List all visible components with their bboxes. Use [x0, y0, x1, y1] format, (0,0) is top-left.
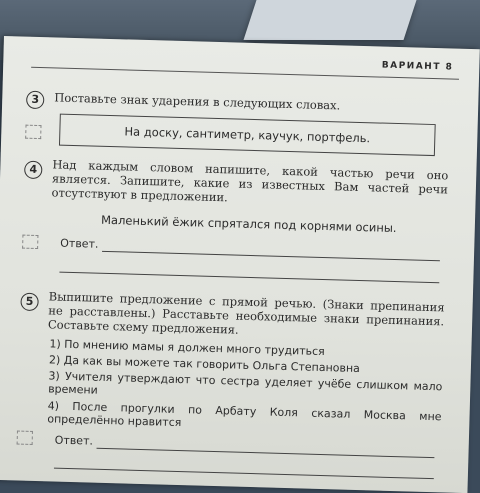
task-5-option-2: 2) Да как вы можете так говорить Ольга Степановна [48, 353, 361, 376]
task-3-word-box: На доску, сантиметр, каучук, портфель. [59, 114, 436, 156]
task-3-number: 3 [26, 91, 44, 109]
task-4-answer-label: Ответ. [60, 236, 99, 251]
task-5-answer-label: Ответ. [54, 433, 94, 448]
variant-header: ВАРИАНТ 8 [381, 60, 454, 73]
task-4-score-box [22, 235, 38, 249]
task-5-score-box [17, 431, 33, 445]
task-5-instruction: Выпишите предложение с прямой речью. (Знаки препинания не расставлены.) Расставьте необходимые знаки препинания. Составьте схему предложения. [47, 289, 445, 337]
underlying-page [244, 0, 417, 40]
task-4-sentence: Маленький ёжик спрятался под корнями осины. [100, 212, 397, 236]
task-5-option-4: 4) После прогулки по Арбату Коля сказал Москва мне определённо нравится [47, 399, 442, 430]
task-5-option-3: 3) Учителя утверждают что сестра уделяет учёбе слишком мало времени [47, 369, 443, 397]
task-5-number: 5 [20, 293, 38, 311]
task-4-answer-line-2[interactable] [59, 272, 439, 284]
task-3-score-box [25, 125, 41, 139]
task-4-answer-line-1[interactable] [102, 251, 440, 261]
task-4-number: 4 [24, 161, 42, 179]
task-5-option-1: 1) По мнению мамы я должен много трудиться [49, 337, 325, 359]
task-5-answer-line-1[interactable] [97, 448, 435, 458]
task-5-answer-line-2[interactable] [54, 468, 434, 480]
workbook-page [0, 36, 480, 493]
task-3-instruction: Поставьте знак ударения в следующих словах. [54, 90, 341, 113]
task-4-instruction: Над каждым словом напишите, какой частью речи оно является. Запишите, какие из известных Вам частей речи отсутствуют в предложении. [51, 157, 449, 205]
